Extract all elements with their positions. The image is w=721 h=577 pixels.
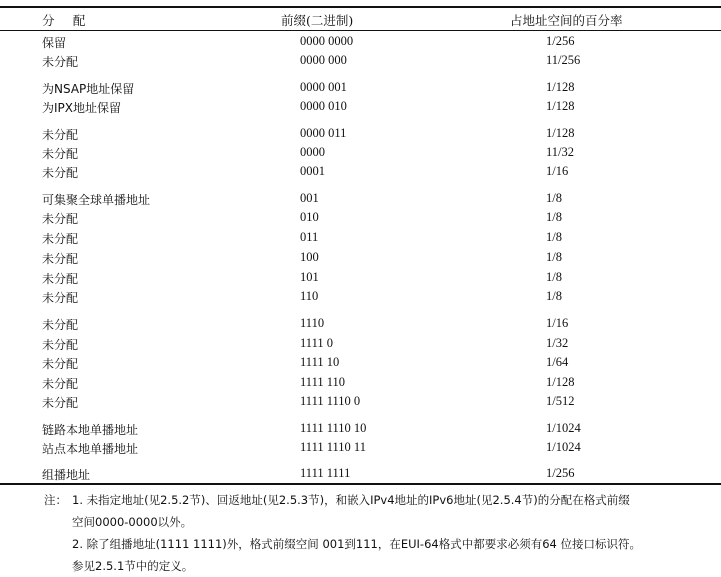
cell-fraction: 1/128 bbox=[546, 80, 575, 94]
cell-allocation: 可集聚全球单播地址 bbox=[42, 193, 151, 207]
cell-fraction: 1/64 bbox=[546, 355, 569, 369]
cell-fraction: 1/8 bbox=[546, 270, 562, 284]
table-row bbox=[0, 419, 721, 438]
table-row bbox=[0, 143, 721, 162]
cell-fraction: 1/512 bbox=[546, 394, 575, 408]
cell-fraction: 1/8 bbox=[546, 230, 562, 244]
cell-allocation: 未分配 bbox=[42, 128, 79, 142]
cell-allocation: 未分配 bbox=[42, 166, 79, 180]
cell-prefix: 0000 010 bbox=[300, 99, 347, 113]
cell-prefix: 110 bbox=[300, 289, 319, 303]
note-2-line-2: 参见2.5.1节中的定义。 bbox=[72, 559, 194, 573]
cell-prefix: 0000 000 bbox=[300, 53, 347, 67]
table-row bbox=[0, 78, 721, 97]
cell-prefix: 1110 bbox=[300, 316, 325, 330]
cell-allocation: 未分配 bbox=[42, 396, 79, 410]
cell-fraction: 1/8 bbox=[546, 210, 562, 224]
cell-allocation: 未分配 bbox=[42, 55, 79, 69]
cell-allocation: 未分配 bbox=[42, 377, 79, 391]
cell-allocation: 站点本地单播地址 bbox=[42, 442, 139, 456]
cell-allocation: 未分配 bbox=[42, 232, 79, 246]
cell-allocation: 未分配 bbox=[42, 357, 79, 371]
note-1-line-2: 空间0000-0000以外。 bbox=[72, 515, 193, 529]
table-row bbox=[0, 268, 721, 287]
cell-allocation: 未分配 bbox=[42, 252, 79, 266]
table-row bbox=[0, 287, 721, 306]
note-1-text: 1. 未指定地址(见2.5.2节)、回返地址(见2.5.3节)，和嵌入IPv4地址的IPv6地址(见2.5.4节)的分配在格式前缀 bbox=[72, 493, 630, 507]
cell-fraction: 1/128 bbox=[546, 126, 575, 140]
cell-prefix: 0000 bbox=[300, 145, 325, 159]
table-row bbox=[0, 464, 721, 483]
cell-prefix: 0000 011 bbox=[300, 126, 347, 140]
cell-fraction: 1/1024 bbox=[546, 421, 581, 435]
cell-prefix: 1111 1110 0 bbox=[300, 394, 361, 408]
cell-allocation: 未分配 bbox=[42, 338, 79, 352]
table-row bbox=[0, 353, 721, 372]
cell-prefix: 1111 110 bbox=[300, 375, 346, 389]
cell-allocation: 未分配 bbox=[42, 147, 79, 161]
table-header bbox=[0, 9, 721, 29]
cell-allocation: 未分配 bbox=[42, 318, 79, 332]
cell-allocation: 未分配 bbox=[42, 291, 79, 305]
cell-prefix: 1111 1111 bbox=[300, 466, 351, 480]
cell-fraction: 1/8 bbox=[546, 250, 562, 264]
cell-fraction: 11/32 bbox=[546, 145, 575, 159]
cell-allocation: 为NSAP地址保留 bbox=[42, 82, 135, 96]
cell-allocation: 链路本地单播地址 bbox=[42, 423, 139, 437]
cell-prefix: 010 bbox=[300, 210, 319, 224]
cell-prefix: 1111 10 bbox=[300, 355, 340, 369]
table-header-rule bbox=[0, 30, 721, 31]
cell-allocation: 保留 bbox=[42, 36, 67, 50]
cell-prefix: 1111 1110 11 bbox=[300, 440, 366, 454]
note-1-line-1 bbox=[44, 489, 714, 511]
table-row bbox=[0, 248, 721, 267]
table-bottom-rule bbox=[0, 483, 721, 485]
table-row bbox=[0, 97, 721, 116]
header-prefix: 前缀(二进制) bbox=[281, 13, 354, 28]
cell-prefix: 001 bbox=[300, 191, 319, 205]
table-row bbox=[0, 438, 721, 457]
cell-fraction: 1/256 bbox=[546, 34, 575, 48]
header-fraction: 占地址空间的百分率 bbox=[510, 13, 623, 28]
table-notes bbox=[44, 489, 714, 577]
cell-prefix: 0000 0000 bbox=[300, 34, 354, 48]
cell-allocation: 为IPX地址保留 bbox=[42, 101, 121, 115]
cell-fraction: 1/32 bbox=[546, 336, 569, 350]
note-2-line-1: 2. 除了组播地址(1111 1111)外，格式前缀空间 001到111，在EUI-64格式中都要求必须有64 位接口标识符。 bbox=[72, 537, 641, 551]
cell-fraction: 1/16 bbox=[546, 316, 569, 330]
cell-prefix: 011 bbox=[300, 230, 319, 244]
cell-prefix: 100 bbox=[300, 250, 319, 264]
table-row bbox=[0, 162, 721, 181]
table-row bbox=[0, 51, 721, 70]
cell-fraction: 1/128 bbox=[546, 375, 575, 389]
header-allocation: 分 配 bbox=[42, 13, 86, 28]
notes-label: 注： bbox=[44, 493, 67, 507]
cell-allocation: 未分配 bbox=[42, 212, 79, 226]
cell-fraction: 1/128 bbox=[546, 99, 575, 113]
cell-fraction: 1/16 bbox=[546, 164, 569, 178]
table-row bbox=[0, 392, 721, 411]
cell-prefix: 1111 0 bbox=[300, 336, 333, 350]
table-row bbox=[0, 373, 721, 392]
table-row bbox=[0, 124, 721, 143]
cell-allocation: 组播地址 bbox=[42, 468, 91, 482]
table-top-rule bbox=[0, 6, 721, 8]
table-row bbox=[0, 314, 721, 333]
cell-fraction: 1/8 bbox=[546, 289, 562, 303]
cell-prefix: 1111 1110 10 bbox=[300, 421, 367, 435]
table-row bbox=[0, 32, 721, 51]
table-row bbox=[0, 208, 721, 227]
cell-prefix: 101 bbox=[300, 270, 319, 284]
cell-prefix: 0001 bbox=[300, 164, 325, 178]
cell-fraction: 1/256 bbox=[546, 466, 575, 480]
table-row bbox=[0, 334, 721, 353]
cell-allocation: 未分配 bbox=[42, 272, 79, 286]
cell-fraction: 1/1024 bbox=[546, 440, 581, 454]
table-row bbox=[0, 189, 721, 208]
cell-fraction: 1/8 bbox=[546, 191, 562, 205]
table-row bbox=[0, 228, 721, 247]
cell-prefix: 0000 001 bbox=[300, 80, 347, 94]
cell-fraction: 11/256 bbox=[546, 53, 581, 67]
